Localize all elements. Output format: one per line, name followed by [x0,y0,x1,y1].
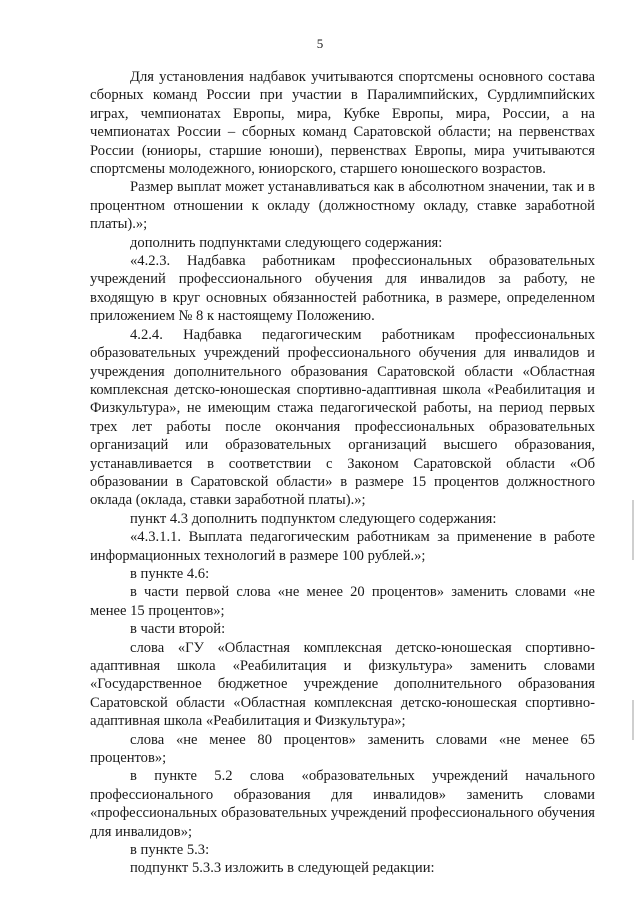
paragraph-subclause-5-3-3: подпункт 5.3.3 изложить в следующей редакции: [130,860,435,877]
paragraph-clause-5-3: в пункте 5.3: [130,842,210,859]
paragraph-add-subclauses: дополнить подпунктами следующего содержания: [130,234,443,251]
paragraph-athletes-criteria: Для установления надбавок учитываются спортсмены основного состава сборных команд России при участии в Паралимпийских, Сурдлимпийских играх, чемпионатах Европы, мира, Кубке Европы, мира, России, а на чемпионатах России – сборных команд Саратовской области; на первенствах России (юниоры, старшие юноши), первенствах Европы, мира учитываются спортсмены молодежного, юниорского, старшего юношеского возрастов. [90,69,595,178]
paragraph-clause-4-6: в пункте 4.6: [130,565,210,582]
page-number: 5 [316,36,324,51]
paragraph-words-replace-school: слова «ГУ «Областная комплексная детско-юношеская спортивно-адаптивная школа «Реабилитация и физкультура» заменить словами «Государственное бюджетное учреждение дополнительного образования Саратовской области «Областная комплексная детско-юношеская спортивно-адаптивная школа «Реабилитация и Физкультура»; [90,639,595,730]
paragraph-part-two: в части второй: [130,621,226,638]
paragraph-clause-5-2: в пункте 5.2 слова «образовательных учреждений начального профессионального образования для инвалидов» заменить словами «профессиональных образовательных учреждений профессионального обучения для инвалидов»; [90,768,595,840]
paragraph-clause-4-2-3: «4.2.3. Надбавка работникам профессиональных образовательных учреждений профессионального обучения для инвалидов за работу, не входящую в круг основных обязанностей работника, в размере, определенном приложением № 8 к настоящему Положению. [90,253,595,325]
scan-edge-mark [632,700,634,740]
scan-edge-mark [632,500,634,560]
document-body [90,68,595,878]
paragraph-clause-4-2-4: 4.2.4. Надбавка педагогическим работникам профессиональных образовательных учреждений профессионального обучения для инвалидов и учреждения дополнительного образования Саратовской области «Областная комплексная детско-юношеская спортивно-адаптивная школа «Реабилитация и Физкультура», не имеющим стажа педагогической работы, на период первых трех лет работы после окончания профессиональных образовательных организаций или образовательных организаций высшего образования, устанавливается в соответствии с Законом Саратовской области «Об образовании в Саратовской области» в размере 15 процентов должностного оклада (оклада, ставки заработной платы).»; [90,326,595,509]
paragraph-words-replace-percent: слова «не менее 80 процентов» заменить словами «не менее 65 процентов»; [90,731,595,767]
paragraph-payment-size: Размер выплат может устанавливаться как в абсолютном значении, так и в процентном отношении к окладу (должностному окладу, ставке заработной платы).»; [90,179,595,233]
paragraph-part-one: в части первой слова «не менее 20 процентов» заменить словами «не менее 15 процентов»; [90,584,595,619]
paragraph-clause-4-3: пункт 4.3 дополнить подпунктом следующего содержания: [130,510,497,527]
paragraph-clause-4-3-1-1: «4.3.1.1. Выплата педагогическим работникам за применение в работе информационных технологий в размере 100 рублей.»; [90,529,595,564]
